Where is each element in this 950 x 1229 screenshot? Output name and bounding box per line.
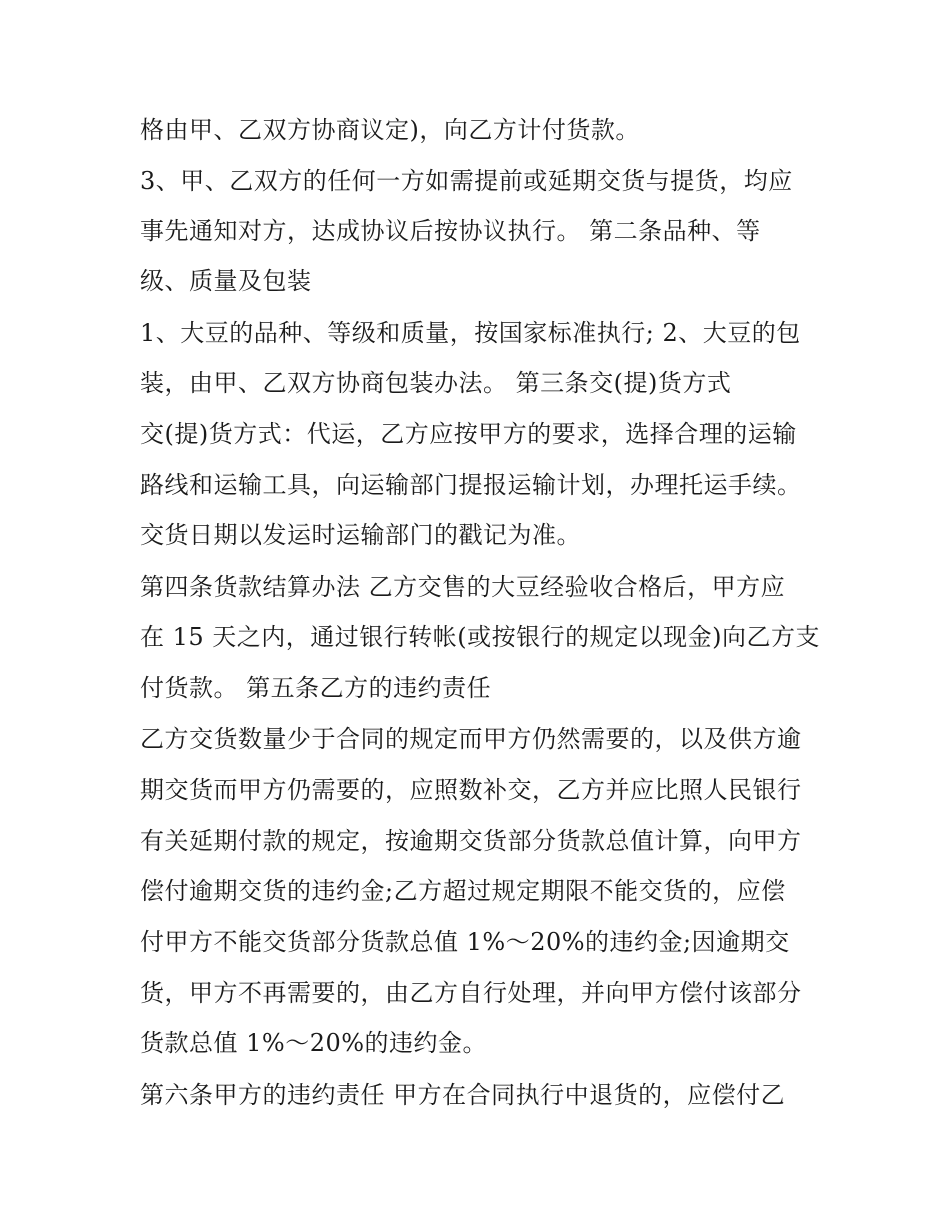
text-line: 偿付逾期交货的违约金;乙方超过规定期限不能交货的，应偿	[140, 877, 786, 905]
text-line: 装，由甲、乙双方协商包装办法。 第三条交(提)货方式	[140, 369, 732, 397]
text-line: 乙方交货数量少于合同的规定而甲方仍然需要的，以及供方逾	[140, 725, 802, 753]
text-line: 在 15 天之内，通过银行转帐(或按银行的规定以现金)向乙方支	[140, 623, 821, 651]
text-line: 期交货而甲方仍需要的，应照数补交，乙方并应比照人民银行	[140, 776, 802, 804]
text-line: 有关延期付款的规定，按逾期交货部分货款总值计算，向甲方	[140, 827, 802, 855]
text-line: 第六条甲方的违约责任 甲方在合同执行中退货的，应偿付乙	[140, 1081, 786, 1109]
text-line: 付甲方不能交货部分货款总值 1%～20%的违约金;因逾期交	[140, 928, 790, 956]
text-line: 第四条货款结算办法 乙方交售的大豆经验收合格后，甲方应	[140, 573, 786, 601]
text-line: 路线和运输工具，向运输部门提报运输计划，办理托运手续。	[140, 471, 802, 499]
text-line: 交(提)货方式：代运，乙方应按甲方的要求，选择合理的运输	[140, 420, 797, 448]
text-line: 1、大豆的品种、等级和质量，按国家标准执行; 2、大豆的包	[140, 319, 801, 347]
text-line: 货款总值 1%～20%的违约金。	[140, 1029, 488, 1057]
text-line: 级、质量及包装	[140, 267, 312, 295]
text-line: 3、甲、乙双方的任何一方如需提前或延期交货与提货，均应	[140, 167, 793, 195]
text-line: 货，甲方不再需要的，由乙方自行处理，并向甲方偿付该部分	[140, 979, 802, 1007]
text-line: 付货款。 第五条乙方的违约责任	[140, 674, 492, 702]
text-line: 事先通知对方，达成协议后按协议执行。 第二条品种、等	[140, 217, 761, 245]
text-line: 格由甲、乙双方协商议定)，向乙方计付货款。	[140, 116, 640, 144]
text-line: 交货日期以发运时运输部门的戳记为准。	[140, 521, 581, 549]
